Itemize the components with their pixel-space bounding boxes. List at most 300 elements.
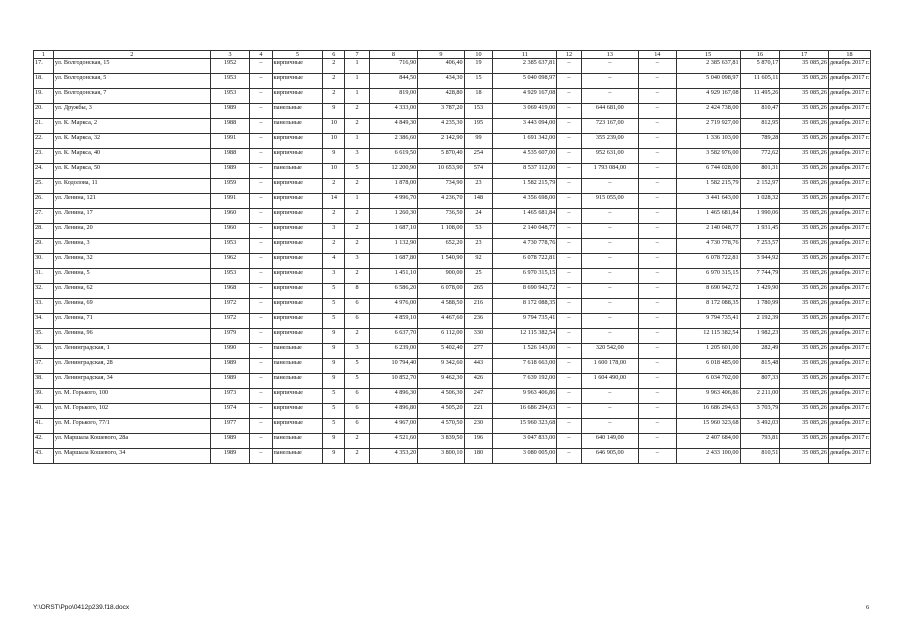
table-cell: 1 108,00 — [418, 224, 464, 239]
table-cell: 1960 — [210, 224, 250, 239]
table-cell: кирпичные — [272, 74, 323, 89]
column-number-7: 7 — [345, 51, 369, 59]
table-cell: 35 085,26 — [780, 104, 829, 119]
table-cell: 23 — [464, 179, 493, 194]
table-cell: ул. Ленина, 32 — [53, 254, 210, 269]
table-cell: – — [557, 344, 581, 359]
table-cell: 2 — [323, 74, 345, 89]
table-cell: 5 — [323, 419, 345, 434]
table-cell: ул. Ленина, 17 — [53, 209, 210, 224]
table-cell: 1989 — [210, 164, 250, 179]
table-cell: 10 — [323, 134, 345, 149]
table-cell: – — [557, 449, 581, 464]
table-cell: 4 353,20 — [369, 449, 418, 464]
table-cell: 9 963 406,86 — [676, 389, 740, 404]
table-cell: – — [639, 74, 677, 89]
table-cell: декабрь 2017 г. — [828, 104, 870, 119]
table-cell: 2 433 100,00 — [676, 449, 740, 464]
table-cell: 30. — [34, 254, 54, 269]
table-cell: кирпичные — [272, 299, 323, 314]
table-cell: 16 686 294,63 — [493, 404, 557, 419]
table-cell: 15 960 323,68 — [676, 419, 740, 434]
table-cell: 221 — [464, 404, 493, 419]
table-cell: 9 — [323, 344, 345, 359]
table-cell: кирпичные — [272, 209, 323, 224]
table-cell: 4 356 698,00 — [493, 194, 557, 209]
table-cell: 1 336 103,00 — [676, 134, 740, 149]
table-cell: 6 744 028,00 — [676, 164, 740, 179]
table-cell: 5 — [323, 299, 345, 314]
table-cell: – — [250, 74, 272, 89]
table-cell: 35 085,26 — [780, 434, 829, 449]
table-cell: декабрь 2017 г. — [828, 134, 870, 149]
table-cell: – — [250, 449, 272, 464]
table-cell: – — [557, 329, 581, 344]
table-cell: 99 — [464, 134, 493, 149]
table-row — [34, 89, 871, 104]
table-cell: 4 570,50 — [418, 419, 464, 434]
table-cell: – — [639, 119, 677, 134]
table-cell: 7 639 192,00 — [493, 374, 557, 389]
column-number-4: 4 — [250, 51, 272, 59]
table-cell: – — [639, 239, 677, 254]
table-cell: 35 085,26 — [780, 134, 829, 149]
table-cell: 4 333,00 — [369, 104, 418, 119]
table-cell: 1953 — [210, 239, 250, 254]
table-row — [34, 299, 871, 314]
table-cell: 652,20 — [418, 239, 464, 254]
table-cell: декабрь 2017 г. — [828, 374, 870, 389]
table-cell: ул. К. Маркса, 2 — [53, 119, 210, 134]
table-cell: 6 970 315,15 — [493, 269, 557, 284]
column-number-row — [34, 51, 871, 59]
table-cell: декабрь 2017 г. — [828, 59, 870, 74]
column-number-13: 13 — [581, 51, 638, 59]
table-cell: 6 078 722,81 — [676, 254, 740, 269]
table-cell: 9 — [323, 104, 345, 119]
table-cell: 915 055,00 — [581, 194, 638, 209]
table-cell: 1 691 342,00 — [493, 134, 557, 149]
table-cell: 6 — [345, 404, 369, 419]
table-row — [34, 59, 871, 74]
table-cell: 2 — [345, 209, 369, 224]
table-cell: 6 078,00 — [418, 284, 464, 299]
table-cell: 1 028,32 — [740, 194, 780, 209]
table-cell: – — [250, 359, 272, 374]
table-cell: 1989 — [210, 434, 250, 449]
table-cell: 1972 — [210, 299, 250, 314]
table-row — [34, 179, 871, 194]
table-cell: ул. Ленинградская, 28 — [53, 359, 210, 374]
table-cell: 43. — [34, 449, 54, 464]
table-cell: 1953 — [210, 74, 250, 89]
table-cell: 1968 — [210, 284, 250, 299]
table-cell: 793,81 — [740, 434, 780, 449]
table-cell: 1962 — [210, 254, 250, 269]
table-cell: – — [557, 74, 581, 89]
table-cell: 9 — [323, 434, 345, 449]
table-row — [34, 224, 871, 239]
table-cell: 3 — [345, 149, 369, 164]
table-cell: 35 085,26 — [780, 119, 829, 134]
table-cell: 1988 — [210, 149, 250, 164]
table-cell: декабрь 2017 г. — [828, 419, 870, 434]
table-cell: 29. — [34, 239, 54, 254]
table-cell: – — [250, 149, 272, 164]
table-cell: 2 140 048,77 — [676, 224, 740, 239]
table-cell: кирпичные — [272, 59, 323, 74]
table-cell: 6 112,00 — [418, 329, 464, 344]
table-cell: декабрь 2017 г. — [828, 209, 870, 224]
table-cell: 9 — [323, 374, 345, 389]
table-cell: декабрь 2017 г. — [828, 434, 870, 449]
table-cell: 2 — [345, 119, 369, 134]
table-cell: 6 034 702,00 — [676, 374, 740, 389]
table-cell: 17. — [34, 59, 54, 74]
table-cell: – — [581, 224, 638, 239]
table-cell: 39. — [34, 389, 54, 404]
table-cell: 1 604 490,00 — [581, 374, 638, 389]
table-cell: 36. — [34, 344, 54, 359]
table-cell: – — [581, 299, 638, 314]
table-cell: – — [557, 104, 581, 119]
table-cell: 2 424 738,00 — [676, 104, 740, 119]
table-cell: 265 — [464, 284, 493, 299]
table-cell: 180 — [464, 449, 493, 464]
table-cell: 574 — [464, 164, 493, 179]
table-cell: – — [639, 194, 677, 209]
table-cell: – — [250, 389, 272, 404]
table-cell: 844,50 — [369, 74, 418, 89]
table-cell: 236 — [464, 314, 493, 329]
table-cell: 3 047 833,00 — [493, 434, 557, 449]
table-cell: 1 132,90 — [369, 239, 418, 254]
table-cell: 35 085,26 — [780, 359, 829, 374]
table-cell: декабрь 2017 г. — [828, 239, 870, 254]
table-cell: 254 — [464, 149, 493, 164]
table-cell: 8 172 088,35 — [493, 299, 557, 314]
table-cell: 9 — [323, 359, 345, 374]
column-number-5: 5 — [272, 51, 323, 59]
table-cell: 9 963 406,86 — [493, 389, 557, 404]
table-cell: – — [639, 179, 677, 194]
table-cell: 5 040 098,97 — [676, 74, 740, 89]
table-cell: 9 794 735,41 — [676, 314, 740, 329]
table-cell: 6 018 485,00 — [676, 359, 740, 374]
table-cell: – — [557, 419, 581, 434]
table-cell: декабрь 2017 г. — [828, 254, 870, 269]
table-cell: 4 730 778,76 — [676, 239, 740, 254]
table-cell: ул. Ленина, 96 — [53, 329, 210, 344]
table-cell: 1 465 681,84 — [676, 209, 740, 224]
table-cell: 15 960 323,68 — [493, 419, 557, 434]
table-cell: 1974 — [210, 404, 250, 419]
table-cell: – — [557, 239, 581, 254]
table-cell: 1953 — [210, 89, 250, 104]
table-cell: 4 849,30 — [369, 119, 418, 134]
table-cell: декабрь 2017 г. — [828, 329, 870, 344]
table-cell: ул. Ленина, 69 — [53, 299, 210, 314]
table-cell: 27. — [34, 209, 54, 224]
table-cell: 35 085,26 — [780, 239, 829, 254]
table-cell: 6 970 315,15 — [676, 269, 740, 284]
table-cell: 195 — [464, 119, 493, 134]
table-cell: 24. — [34, 164, 54, 179]
table-cell: 1 687,80 — [369, 254, 418, 269]
column-number-11: 11 — [493, 51, 557, 59]
table-cell: – — [250, 374, 272, 389]
table-cell: – — [557, 434, 581, 449]
table-cell: 3 703,79 — [740, 404, 780, 419]
table-cell: 35 085,26 — [780, 209, 829, 224]
column-number-3: 3 — [210, 51, 250, 59]
table-cell: 31. — [34, 269, 54, 284]
table-cell: 35 085,26 — [780, 404, 829, 419]
table-cell: 646 905,00 — [581, 449, 638, 464]
table-cell: 815,48 — [740, 359, 780, 374]
table-cell: – — [581, 179, 638, 194]
table-cell: 1973 — [210, 389, 250, 404]
table-cell: 1979 — [210, 329, 250, 344]
table-cell: – — [639, 314, 677, 329]
table-cell: – — [581, 284, 638, 299]
table-cell: 2 — [345, 179, 369, 194]
table-cell: – — [639, 254, 677, 269]
table-cell: 35 085,26 — [780, 194, 829, 209]
table-cell: 4 535 607,00 — [493, 149, 557, 164]
table-cell: 41. — [34, 419, 54, 434]
table-cell: – — [557, 209, 581, 224]
table-cell: 9 — [323, 149, 345, 164]
table-cell: 4 236,70 — [418, 194, 464, 209]
table-cell: 1 451,10 — [369, 269, 418, 284]
table-row — [34, 74, 871, 89]
table-cell: 2 — [345, 449, 369, 464]
table-cell: декабрь 2017 г. — [828, 404, 870, 419]
table-cell: кирпичные — [272, 224, 323, 239]
table-cell: 6 586,20 — [369, 284, 418, 299]
table-cell: – — [557, 134, 581, 149]
table-cell: 406,40 — [418, 59, 464, 74]
table-cell: кирпичные — [272, 419, 323, 434]
table-cell: 2 — [323, 89, 345, 104]
table-cell: кирпичные — [272, 89, 323, 104]
table-cell: – — [639, 299, 677, 314]
table-row — [34, 359, 871, 374]
table-cell: панельные — [272, 359, 323, 374]
table-cell: ул. Ленина, 20 — [53, 224, 210, 239]
table-cell: 4 859,10 — [369, 314, 418, 329]
table-row — [34, 104, 871, 119]
table-cell: ул. Волгодонская, 7 — [53, 89, 210, 104]
table-cell: – — [639, 89, 677, 104]
table-cell: 8 — [345, 284, 369, 299]
table-cell: – — [557, 194, 581, 209]
table-cell: декабрь 2017 г. — [828, 89, 870, 104]
table-cell: 25. — [34, 179, 54, 194]
table-cell: 1 526 143,00 — [493, 344, 557, 359]
table-cell: 3 069 419,00 — [493, 104, 557, 119]
table-cell: ул. М. Горького, 102 — [53, 404, 210, 419]
table-cell: 2 — [345, 224, 369, 239]
table-cell: 35. — [34, 329, 54, 344]
table-cell: 20. — [34, 104, 54, 119]
table-cell: ул. Волгодонская, 15 — [53, 59, 210, 74]
table-cell: 148 — [464, 194, 493, 209]
table-row — [34, 254, 871, 269]
table-cell: 16 686 294,63 — [676, 404, 740, 419]
column-number-2: 2 — [53, 51, 210, 59]
table-cell: 3 839,50 — [418, 434, 464, 449]
table-cell: – — [639, 419, 677, 434]
table-cell: ул. Ленинградская, 1 — [53, 344, 210, 359]
table-body — [34, 51, 871, 464]
table-cell: 1952 — [210, 59, 250, 74]
column-number-17: 17 — [780, 51, 829, 59]
table-cell: – — [581, 89, 638, 104]
table-cell: 8 172 088,35 — [676, 299, 740, 314]
table-cell: кирпичные — [272, 269, 323, 284]
table-cell: – — [250, 164, 272, 179]
table-cell: 35 085,26 — [780, 374, 829, 389]
table-cell: – — [639, 374, 677, 389]
table-cell: 644 681,00 — [581, 104, 638, 119]
table-cell: 5 — [323, 389, 345, 404]
table-cell: 14 — [323, 194, 345, 209]
table-cell: 3 787,20 — [418, 104, 464, 119]
table-cell: 330 — [464, 329, 493, 344]
table-cell: – — [639, 359, 677, 374]
table-cell: 1 878,00 — [369, 179, 418, 194]
table-cell: – — [639, 329, 677, 344]
table-cell: 18 — [464, 89, 493, 104]
table-cell: 900,00 — [418, 269, 464, 284]
table-cell: кирпичные — [272, 254, 323, 269]
table-cell: 2 719 927,00 — [676, 119, 740, 134]
register-sheet — [33, 50, 871, 464]
table-row — [34, 284, 871, 299]
table-cell: 1 582 215,79 — [676, 179, 740, 194]
table-cell: – — [557, 59, 581, 74]
table-cell: 1991 — [210, 194, 250, 209]
table-cell: – — [639, 284, 677, 299]
table-cell: 434,30 — [418, 74, 464, 89]
table-cell: 2 385 637,81 — [676, 59, 740, 74]
table-cell: – — [581, 74, 638, 89]
table-cell: – — [250, 134, 272, 149]
table-cell: 3 — [345, 344, 369, 359]
table-cell: 35 085,26 — [780, 314, 829, 329]
table-cell: 3 080 005,00 — [493, 449, 557, 464]
table-cell: 3 — [345, 254, 369, 269]
table-cell: 4 730 778,76 — [493, 239, 557, 254]
table-row — [34, 149, 871, 164]
table-cell: 35 085,26 — [780, 179, 829, 194]
table-row — [34, 209, 871, 224]
table-cell: ул. К. Маркса, 40 — [53, 149, 210, 164]
table-cell: 5 — [345, 359, 369, 374]
table-cell: 2 — [345, 269, 369, 284]
table-cell: панельные — [272, 344, 323, 359]
table-cell: – — [250, 269, 272, 284]
table-cell: 812,95 — [740, 119, 780, 134]
table-cell: 21. — [34, 119, 54, 134]
table-cell: 3 800,10 — [418, 449, 464, 464]
table-cell: 2 152,97 — [740, 179, 780, 194]
table-cell: 2 140 048,77 — [493, 224, 557, 239]
table-cell: 6 619,50 — [369, 149, 418, 164]
table-cell: 4 — [323, 254, 345, 269]
table-cell: – — [557, 374, 581, 389]
table-cell: 4 976,00 — [369, 299, 418, 314]
table-cell: 5 — [345, 374, 369, 389]
column-number-16: 16 — [740, 51, 780, 59]
table-cell: 1 582 215,79 — [493, 179, 557, 194]
table-cell: – — [581, 329, 638, 344]
table-cell: 5 870,17 — [740, 59, 780, 74]
table-cell: 1 205 601,00 — [676, 344, 740, 359]
table-cell: кирпичные — [272, 134, 323, 149]
table-cell: 7 618 663,00 — [493, 359, 557, 374]
table-cell: 1 793 084,00 — [581, 164, 638, 179]
table-cell: – — [581, 419, 638, 434]
table-cell: 1972 — [210, 314, 250, 329]
table-cell: – — [639, 134, 677, 149]
table-cell: 3 582 976,00 — [676, 149, 740, 164]
table-cell: 1 — [345, 59, 369, 74]
table-cell: 5 — [323, 404, 345, 419]
table-cell: – — [250, 284, 272, 299]
table-cell: 11 605,11 — [740, 74, 780, 89]
table-cell: 18. — [34, 74, 54, 89]
table-cell: панельные — [272, 164, 323, 179]
table-cell: – — [639, 269, 677, 284]
table-row — [34, 419, 871, 434]
table-cell: кирпичные — [272, 404, 323, 419]
table-cell: ул. К. Маркса, 50 — [53, 164, 210, 179]
table-cell: ул. Дружбы, 3 — [53, 104, 210, 119]
table-cell: 789,28 — [740, 134, 780, 149]
table-cell: 640 149,00 — [581, 434, 638, 449]
table-cell: 7 253,57 — [740, 239, 780, 254]
table-cell: декабрь 2017 г. — [828, 284, 870, 299]
table-cell: 8 537 112,00 — [493, 164, 557, 179]
table-cell: 1989 — [210, 374, 250, 389]
table-cell: 2 385 637,81 — [493, 59, 557, 74]
table-cell: 3 944,92 — [740, 254, 780, 269]
table-cell: 1 780,99 — [740, 299, 780, 314]
table-cell: 9 — [323, 449, 345, 464]
table-cell: 35 085,26 — [780, 449, 829, 464]
column-number-9: 9 — [418, 51, 464, 59]
table-cell: ул. М. Горького, 77/1 — [53, 419, 210, 434]
table-cell: 40. — [34, 404, 54, 419]
table-cell: 1959 — [210, 179, 250, 194]
table-cell: ул. Маршала Кошевого, 34 — [53, 449, 210, 464]
table-cell: 33. — [34, 299, 54, 314]
table-row — [34, 314, 871, 329]
table-row — [34, 239, 871, 254]
table-cell: 1960 — [210, 209, 250, 224]
table-cell: – — [250, 179, 272, 194]
table-cell: 15 — [464, 74, 493, 89]
table-cell: декабрь 2017 г. — [828, 179, 870, 194]
table-cell: – — [557, 284, 581, 299]
table-cell: 1 990,06 — [740, 209, 780, 224]
table-cell: ул. Ленина, 3 — [53, 239, 210, 254]
table-cell: – — [250, 59, 272, 74]
table-cell: 2 — [345, 329, 369, 344]
